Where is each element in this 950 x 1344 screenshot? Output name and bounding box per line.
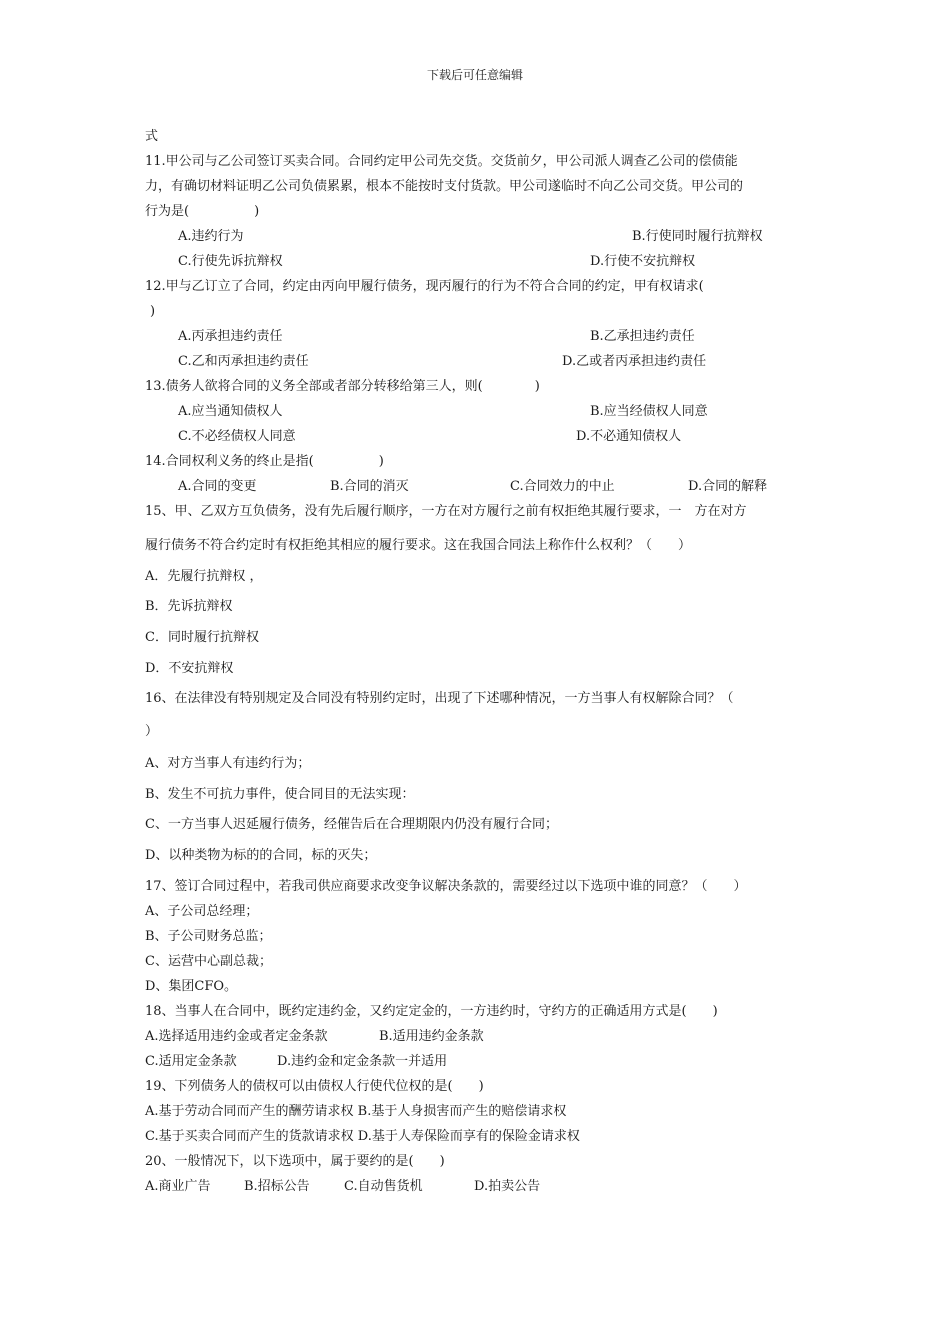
option: B、子公司财务总监； — [145, 929, 272, 944]
option: B．先诉抗辩权 — [145, 599, 233, 614]
text-line: 式 — [145, 129, 159, 144]
option: A.合同的变更 — [178, 479, 257, 494]
option: B、发生不可抗力事件，使合同目的无法实现： — [145, 787, 415, 802]
option: A.基于劳动合同而产生的酬劳请求权 B.基于人身损害而产生的赔偿请求权 — [145, 1104, 567, 1119]
option: D.行使不安抗辩权 — [590, 254, 696, 269]
option: A.应当通知债权人 — [178, 404, 283, 419]
option: D.拍卖公告 — [474, 1179, 541, 1194]
option: C.适用定金条款 — [145, 1054, 237, 1069]
option: A.违约行为 — [178, 229, 244, 244]
option: B.乙承担违约责任 — [590, 329, 695, 344]
option: C、运营中心副总裁； — [145, 954, 272, 969]
option: D、集团CFO。 — [145, 979, 238, 994]
option: B.行使同时履行抗辩权 — [632, 229, 763, 244]
text-line: 力，有确切材料证明乙公司负债累累，根本不能按时支付货款。甲公司遂临时不向乙公司交货。甲公司的 — [145, 179, 744, 194]
text-line: ） — [145, 724, 159, 739]
page-header: 下载后可任意编辑 — [426, 68, 523, 82]
option: D.不必通知债权人 — [576, 429, 682, 444]
option: C.基于买卖合同而产生的货款请求权 D.基于人寿保险而享有的保险金请求权 — [145, 1129, 580, 1144]
text-line: ) — [150, 304, 156, 319]
option: B.合同的消灭 — [330, 479, 409, 494]
option: C.自动售货机 — [344, 1179, 423, 1194]
option: A.选择适用违约金或者定金条款 — [145, 1029, 328, 1044]
text-line: 履行债务不符合约定时有权拒绝其相应的履行要求。这在我国合同法上称作什么权利？（ ） — [145, 538, 692, 553]
question-16: 16、在法律没有特别规定及合同没有特别约定时，出现了下述哪种情况，一方当事人有权解除合同？（ — [145, 691, 734, 706]
option: C.乙和丙承担违约责任 — [178, 354, 309, 369]
option: C.行使先诉抗辩权 — [178, 254, 283, 269]
question-19: 19、下列债务人的债权可以由债权人行使代位权的是( ) — [145, 1079, 484, 1094]
option: B.招标公告 — [244, 1179, 310, 1194]
option: C.合同效力的中止 — [510, 479, 615, 494]
option: C．同时履行抗辩权 — [145, 630, 259, 645]
question-11: 11.甲公司与乙公司签订买卖合同。合同约定甲公司先交货。交货前夕，甲公司派人调查乙公司的偿债能 — [145, 154, 738, 169]
option: A.商业广告 — [145, 1179, 211, 1194]
option: D.乙或者丙承担违约责任 — [562, 354, 707, 369]
option: B.应当经债权人同意 — [590, 404, 708, 419]
option: D．不安抗辩权 — [145, 661, 234, 676]
option: A．先履行抗辩权 ， — [145, 569, 263, 584]
option: D.违约金和定金条款一并适用 — [277, 1054, 448, 1069]
question-17: 17、签订合同过程中，若我司供应商要求改变争议解决条款的，需要经过以下选项中谁的同意？（ ） — [145, 879, 747, 894]
question-14: 14.合同权利义务的终止是指( ) — [145, 454, 384, 469]
option: A、子公司总经理； — [145, 904, 259, 919]
question-12: 12.甲与乙订立了合同，约定由丙向甲履行债务，现丙履行的行为不符合合同的约定，甲有权请求( — [145, 279, 704, 294]
question-18: 18、当事人在合同中，既约定违约金，又约定定金的，一方违约时，守约方的正确适用方式是( ) — [145, 1004, 718, 1019]
option: D.合同的解释 — [688, 479, 768, 494]
option: D、以种类物为标的的合同，标的灭失； — [145, 848, 377, 863]
option: B.适用违约金条款 — [379, 1029, 484, 1044]
question-20: 20、一般情况下，以下选项中，属于要约的是( ) — [145, 1154, 445, 1169]
question-13: 13.债务人欲将合同的义务全部或者部分转移给第三人，则( ) — [145, 379, 540, 394]
option: A.丙承担违约责任 — [178, 329, 283, 344]
option: A、对方当事人有违约行为； — [145, 756, 311, 771]
question-15: 15、甲、乙双方互负债务，没有先后履行顺序，一方在对方履行之前有权拒绝其履行要求，一 方在对方 — [145, 504, 747, 519]
option: C、一方当事人迟延履行债务，经催告后在合理期限内仍没有履行合同； — [145, 817, 558, 832]
option: C.不必经债权人同意 — [178, 429, 296, 444]
text-line: 行为是( ) — [145, 204, 260, 219]
